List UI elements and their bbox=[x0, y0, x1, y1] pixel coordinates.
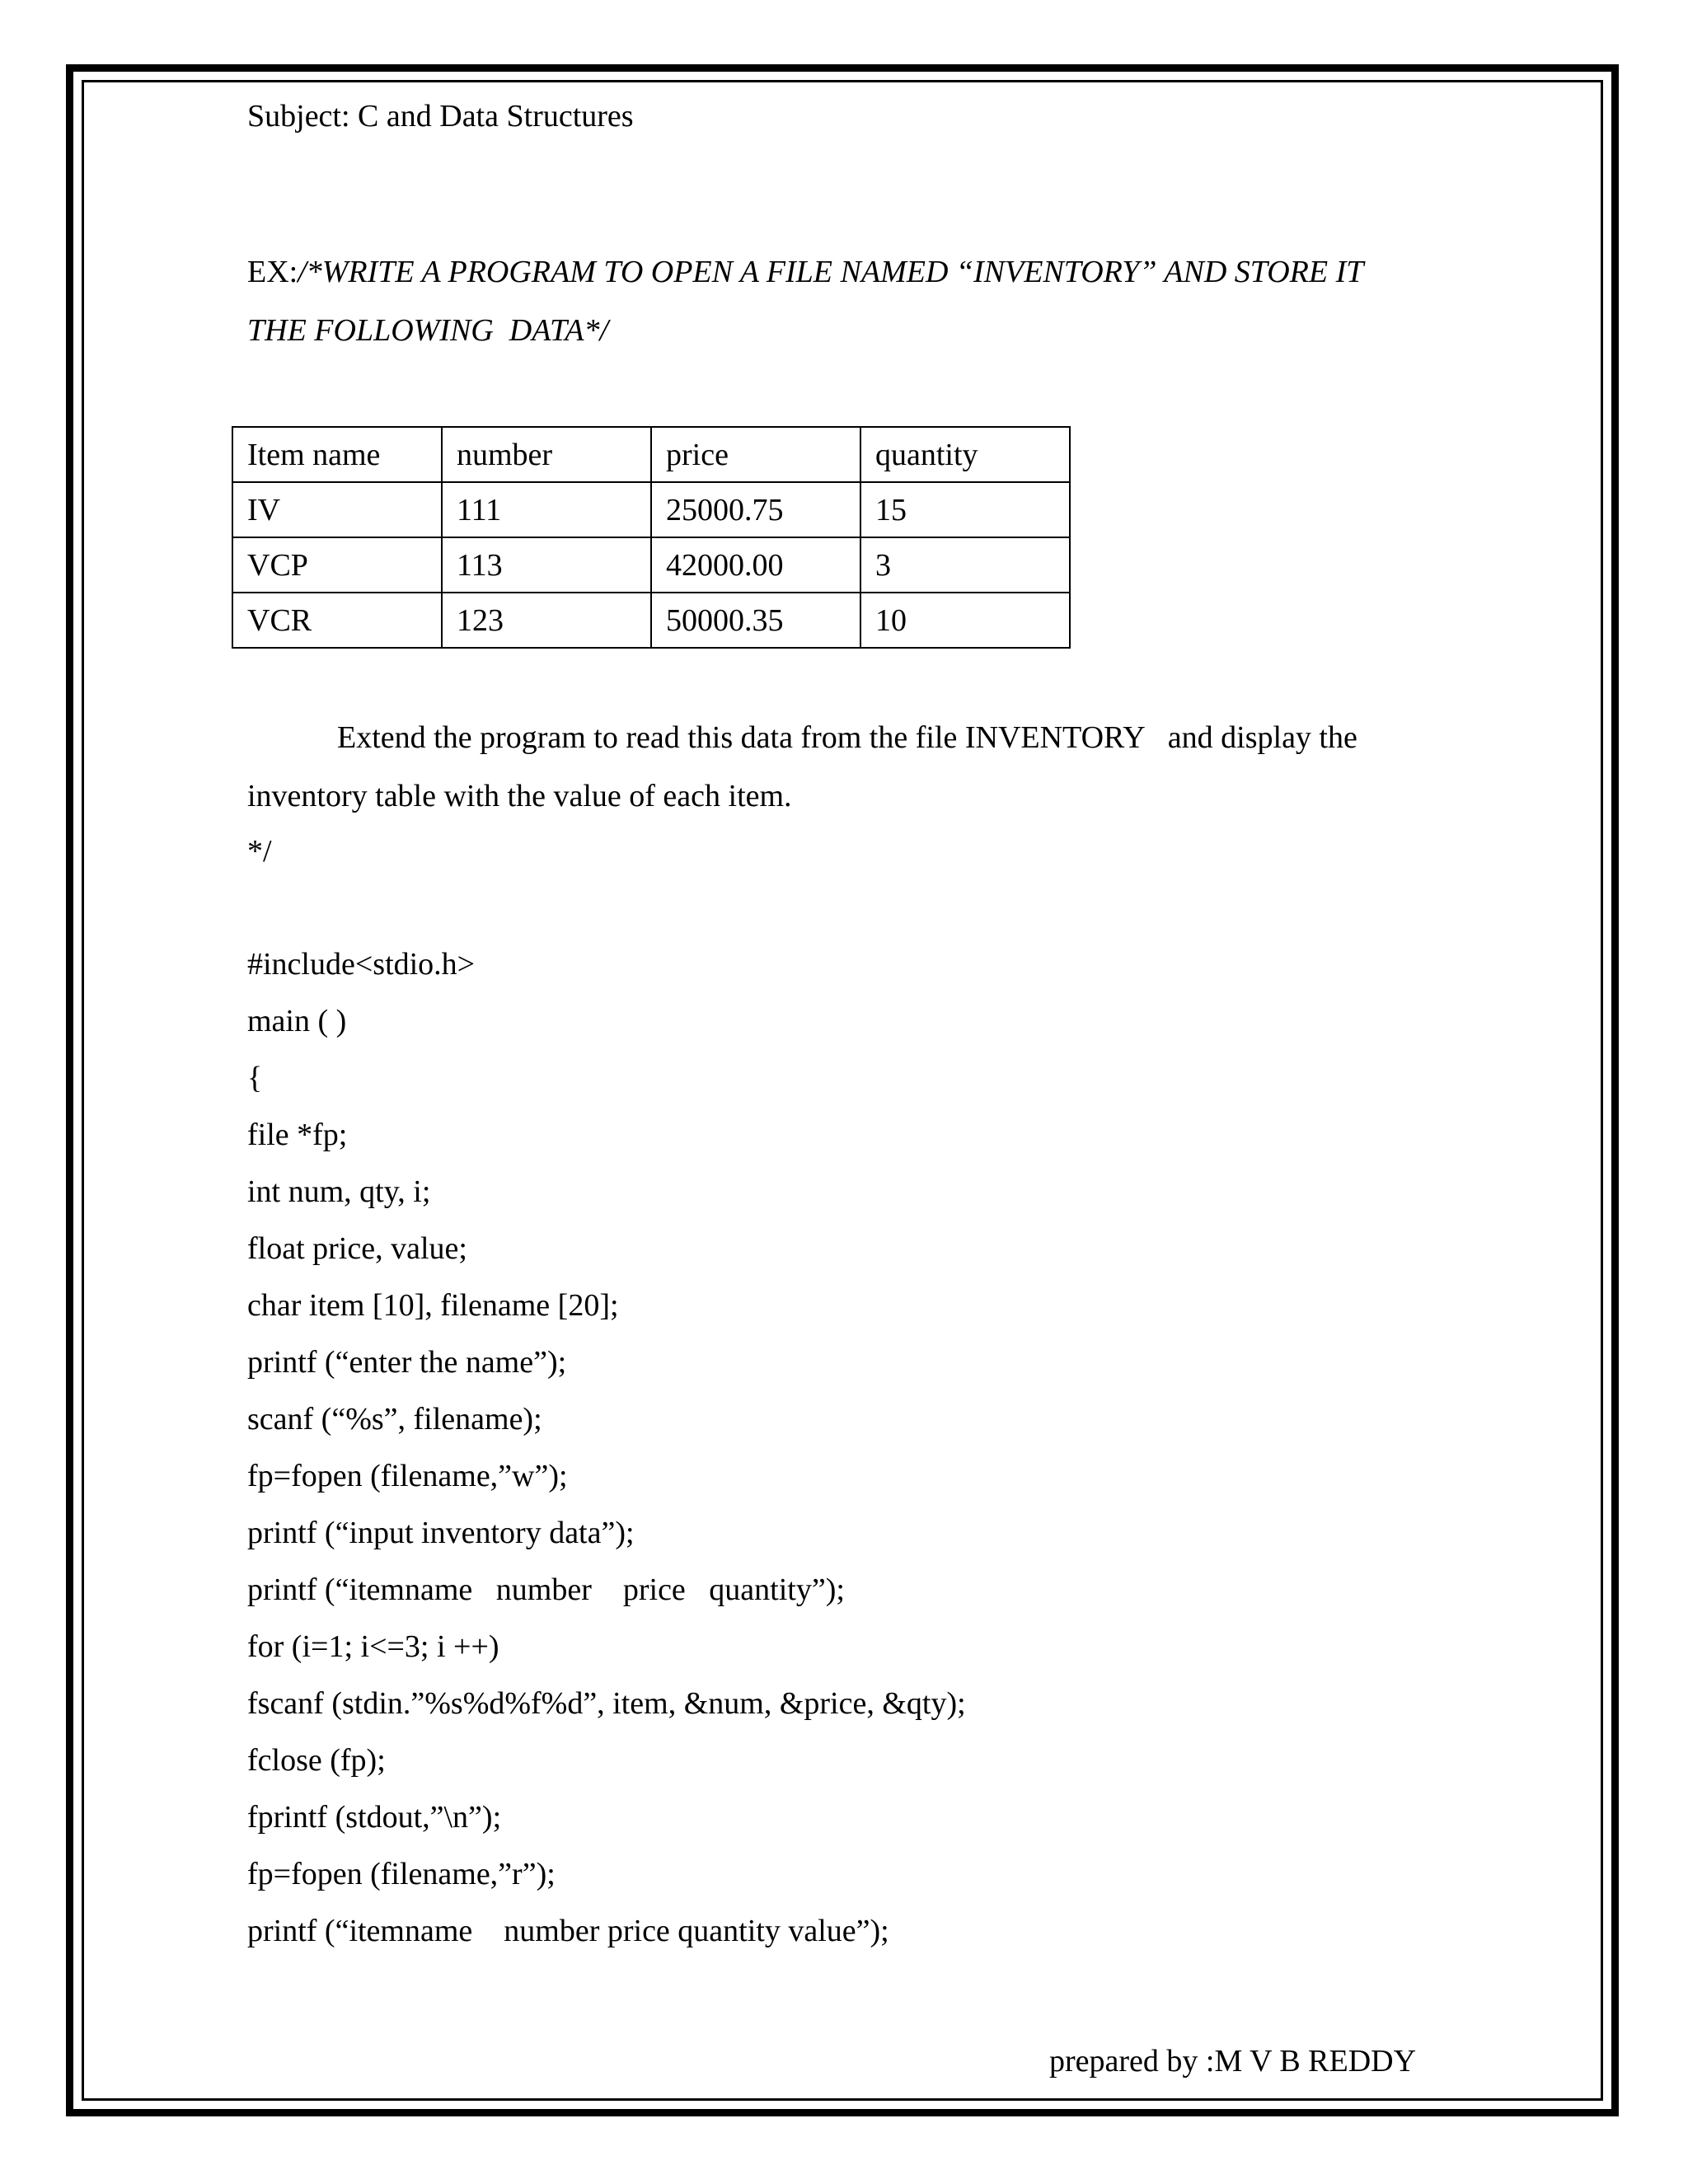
table-row bbox=[232, 593, 1070, 648]
code-listing bbox=[247, 945, 966, 1969]
table-row bbox=[232, 537, 1070, 593]
table-cell: 15 bbox=[860, 482, 1070, 537]
table-header-cell: Item name bbox=[232, 427, 442, 482]
code-line: scanf (“%s”, filename); bbox=[247, 1402, 542, 1436]
code-line: char item [10], filename [20]; bbox=[247, 1288, 619, 1323]
exercise-title-text: /*WRITE A PROGRAM TO OPEN A FILE NAMED “INVENTORY” AND STORE IT bbox=[298, 255, 1364, 289]
exercise-prefix: EX: bbox=[247, 255, 298, 289]
paragraph-line: inventory table with the value of each item. bbox=[247, 779, 792, 813]
code-line: fscanf (stdin.”%s%d%f%d”, item, &num, &price, &qty); bbox=[247, 1686, 966, 1721]
code-line: printf (“enter the name”); bbox=[247, 1345, 567, 1380]
table-cell: 10 bbox=[860, 593, 1070, 648]
table-cell: 113 bbox=[442, 537, 651, 593]
code-line: printf (“input inventory data”); bbox=[247, 1516, 635, 1550]
paragraph-line: Extend the program to read this data from the file INVENTORY and display the bbox=[337, 720, 1357, 755]
subject-heading: Subject: C and Data Structures bbox=[247, 99, 634, 134]
code-line: { bbox=[247, 1061, 263, 1095]
code-line: file *fp; bbox=[247, 1118, 348, 1152]
code-line: fp=fopen (filename,”w”); bbox=[247, 1459, 568, 1493]
code-line: float price, value; bbox=[247, 1231, 467, 1266]
table-cell: 123 bbox=[442, 593, 651, 648]
table-cell: IV bbox=[232, 482, 442, 537]
comment-close: */ bbox=[247, 834, 272, 869]
footer-credit: prepared by :M V B REDDY bbox=[1049, 2044, 1417, 2079]
table-cell: 111 bbox=[442, 482, 651, 537]
exercise-title-line2: THE FOLLOWING DATA*/ bbox=[247, 313, 609, 348]
table-cell: 42000.00 bbox=[651, 537, 860, 593]
exercise-title-line1 bbox=[247, 253, 1363, 291]
code-line: fp=fopen (filename,”r”); bbox=[247, 1857, 556, 1891]
code-line: printf (“itemname number price quantity value”); bbox=[247, 1914, 889, 1948]
code-line: main ( ) bbox=[247, 1004, 347, 1038]
code-line: fprintf (stdout,”\n”); bbox=[247, 1800, 502, 1835]
table-cell: 3 bbox=[860, 537, 1070, 593]
code-line: for (i=1; i<=3; i ++) bbox=[247, 1629, 499, 1664]
table-header-cell: number bbox=[442, 427, 651, 482]
inventory-table bbox=[232, 426, 1071, 649]
table-header-cell: quantity bbox=[860, 427, 1070, 482]
table-cell: VCP bbox=[232, 537, 442, 593]
table-header-cell: price bbox=[651, 427, 860, 482]
table-cell: VCR bbox=[232, 593, 442, 648]
table-row bbox=[232, 482, 1070, 537]
table-cell: 25000.75 bbox=[651, 482, 860, 537]
table-cell: 50000.35 bbox=[651, 593, 860, 648]
code-line: #include<stdio.h> bbox=[247, 947, 476, 982]
table-header-row bbox=[232, 427, 1070, 482]
code-line: printf (“itemname number price quantity”); bbox=[247, 1572, 845, 1607]
code-line: fclose (fp); bbox=[247, 1743, 386, 1778]
code-line: int num, qty, i; bbox=[247, 1174, 431, 1209]
